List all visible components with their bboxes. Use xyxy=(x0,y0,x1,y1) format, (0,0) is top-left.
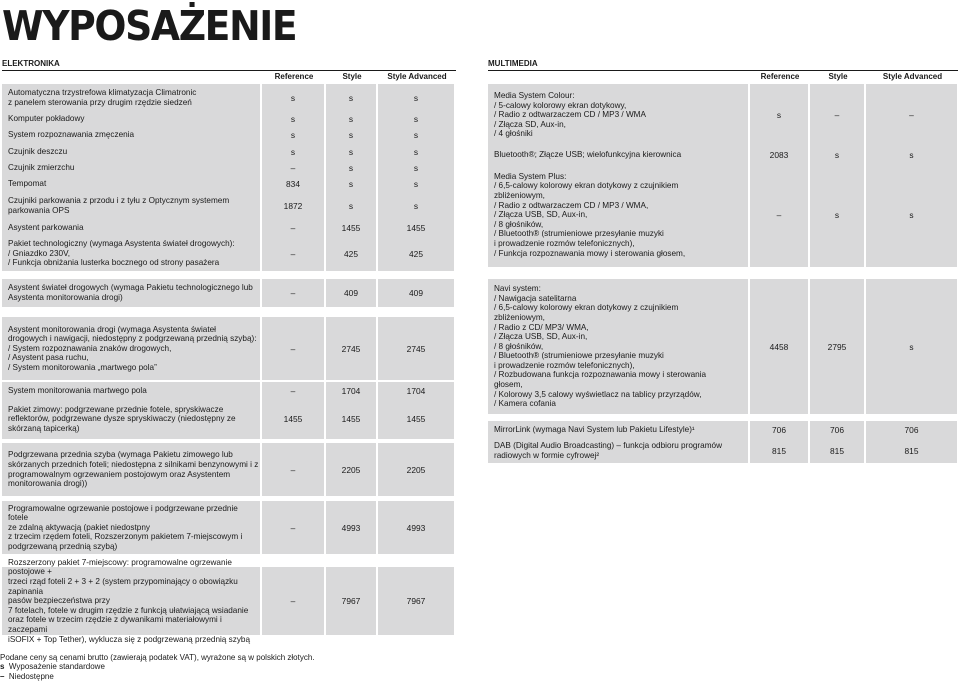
row-label: Rozszerzony pakiet 7-miejscowy: programowalne ogrzewanie postojowe + trzeci rząd foteli 2 + 3 + 2 (system przypominający o obowiązku zapinania pasów bezpieczeństwa przy 7 fotelach, fotele w drugim rzędzie z funkcją ułatwiającą wsiadanie oraz fotele w trzecim rzędzie z dywanikami materiałowymi i zaczepami iSOFIX + Top Tether), wyklucza się z podgrzewaną przednią szybą xyxy=(2,567,262,635)
cell-value: – xyxy=(810,84,866,146)
cell-value: 425 xyxy=(378,236,456,271)
left-header-style: Style xyxy=(342,72,362,81)
cell-value: – xyxy=(262,567,326,635)
cell-value: 1704 xyxy=(378,382,456,399)
cell-value: s xyxy=(262,111,326,127)
section-title-multimedia: MULTIMEDIA xyxy=(488,59,958,71)
right-header-reference: Reference xyxy=(760,72,800,81)
table-row xyxy=(2,279,456,307)
cell-value: s xyxy=(378,176,456,192)
row-label: Media System Plus: / 6,5-calowy kolorowy ekran dotykowy z czujnikiem zbliżeniowym, / Radio z odtwarzaczem CD / MP3 / WMA, / Złącza USB, SD, Aux-in, / 8 głośników, / Bluetooth® (strumieniowe przesyłanie muzyki i prowadzenie rozmów telefonicznych), / Funkcja rozpoznawania mowy i sterowania głosem, xyxy=(488,163,750,267)
table-row xyxy=(488,421,959,438)
cell-value: 706 xyxy=(810,421,866,438)
cell-value: – xyxy=(866,84,959,146)
cell-value: 2745 xyxy=(378,317,456,380)
row-label: Czujnik deszczu xyxy=(2,143,262,160)
cell-value: – xyxy=(262,443,326,496)
table-row xyxy=(2,176,456,192)
row-label: Podgrzewana przednia szyba (wymaga Pakietu zimowego lub skórzanych przednich foteli; niedostępna z silnikami benzynowymi i z programowalnym ogrzewaniem postojowym oraz Asystentem monitorowania drogi)) xyxy=(2,443,262,496)
cell-value: s xyxy=(326,192,378,219)
cell-value: – xyxy=(262,219,326,236)
right-header-style-advanced: Style Advanced xyxy=(882,72,943,81)
cell-value: 4993 xyxy=(378,501,456,554)
cell-value: 425 xyxy=(326,236,378,271)
legend-standard xyxy=(0,662,315,671)
cell-value: 815 xyxy=(750,438,810,463)
cell-value: s xyxy=(326,160,378,176)
cell-value: 409 xyxy=(326,279,378,307)
right-header-style: Style xyxy=(828,72,848,81)
table-row xyxy=(2,143,456,160)
table-row xyxy=(488,84,959,146)
cell-value: 1872 xyxy=(262,192,326,219)
cell-value: 706 xyxy=(866,421,959,438)
cell-value: 1455 xyxy=(262,399,326,439)
cell-value: s xyxy=(866,163,959,267)
cell-value: s xyxy=(866,279,959,414)
table-row xyxy=(2,219,456,236)
cell-value: 4458 xyxy=(750,279,810,414)
cell-value: – xyxy=(262,382,326,399)
cell-value: s xyxy=(326,176,378,192)
cell-value: s xyxy=(326,127,378,143)
row-label: MirrorLink (wymaga Navi System lub Pakietu Lifestyle)¹ xyxy=(488,421,750,438)
table-row xyxy=(2,111,456,127)
row-label: Komputer pokładowy xyxy=(2,111,262,127)
table-row xyxy=(488,438,959,463)
cell-value: – xyxy=(262,317,326,380)
cell-value: 2745 xyxy=(326,317,378,380)
row-label: Czujniki parkowania z przodu i z tyłu z Optycznym systemem parkowania OPS xyxy=(2,192,262,219)
row-label: Navi system: / Nawigacja satelitarna / 6,5-calowy kolorowy ekran dotykowy z czujnikiem zbliżeniowym, / Radio z CD/ MP3/ WMA, / Złącza USB, SD, Aux-in, / 8 głośników, / Bluetooth® (strumieniowe przesyłanie muzyki i prowadzenie rozmów telefonicznych), / Rozbudowana funkcja rozpoznawania mowy i sterowania głosem, / Kolorowy 3,5 calowy wyświetlacz na tablicy przyrządów, / Kamera cofania xyxy=(488,279,750,414)
cell-value: s xyxy=(326,84,378,111)
cell-value: 1455 xyxy=(378,399,456,439)
cell-value: s xyxy=(326,143,378,160)
row-label: Tempomat xyxy=(2,176,262,192)
row-label: Pakiet technologiczny (wymaga Asystenta świateł drogowych): / Gniazdko 230V, / Funkcja obniżania lusterka bocznego od strony pasażera xyxy=(2,236,262,271)
table-row xyxy=(488,146,959,163)
cell-value: s xyxy=(378,111,456,127)
cell-value: – xyxy=(262,236,326,271)
cell-value: 815 xyxy=(866,438,959,463)
cell-value: s xyxy=(262,143,326,160)
cell-value: 4993 xyxy=(326,501,378,554)
row-label: Automatyczna trzystrefowa klimatyzacja Climatronic z panelem sterowania przy drugim rzędzie siedzeń xyxy=(2,84,262,111)
table-row xyxy=(2,557,456,644)
cell-value: s xyxy=(866,146,959,163)
cell-value: s xyxy=(378,160,456,176)
cell-value: s xyxy=(378,127,456,143)
cell-value: 1455 xyxy=(378,219,456,236)
table-row xyxy=(2,236,456,271)
row-label: System rozpoznawania zmęczenia xyxy=(2,127,262,143)
row-label: Programowalne ogrzewanie postojowe i podgrzewane przednie fotele ze zdalną aktywacją (pakiet niedostpny z trzecim rzędem foteli, Rozszerzonym pakietem 7-miejscowym i podgrzewaną przednią szybą) xyxy=(2,501,262,554)
legend-symbol: s xyxy=(0,662,5,672)
cell-value: 706 xyxy=(750,421,810,438)
table-row xyxy=(2,399,456,439)
row-label: System monitorowania martwego pola xyxy=(2,382,262,399)
footer xyxy=(0,653,315,681)
cell-value: – xyxy=(750,163,810,267)
table-row xyxy=(2,317,456,380)
cell-value: 1704 xyxy=(326,382,378,399)
cell-value: – xyxy=(262,279,326,307)
row-label: Bluetooth®; Złącze USB; wielofunkcyjna kierownica xyxy=(488,146,750,163)
row-label: Media System Colour: / 5-calowy kolorowy ekran dotykowy, / Radio z odtwarzaczem CD / MP3 / WMA / Złącza SD, Aux-in, / 4 głośniki xyxy=(488,84,750,146)
table-row xyxy=(488,163,959,267)
price-note: Podane ceny są cenami brutto (zawierają podatek VAT), wyrażone są w polskich złotych. xyxy=(0,653,315,662)
cell-value: 1455 xyxy=(326,219,378,236)
table-row xyxy=(2,84,456,111)
table-row xyxy=(2,501,456,554)
row-label: DAB (Digital Audio Broadcasting) – funkcja odbioru programów radiowych w formie cyfrowej² xyxy=(488,438,750,463)
cell-value: s xyxy=(810,163,866,267)
legend-text: Niedostępne xyxy=(8,671,54,681)
cell-value: 2083 xyxy=(750,146,810,163)
cell-value: s xyxy=(262,84,326,111)
cell-value: 7967 xyxy=(326,567,378,635)
left-header-reference: Reference xyxy=(274,72,314,81)
table-row xyxy=(488,279,959,414)
row-label: Asystent świateł drogowych (wymaga Pakietu technologicznego lub Asystenta monitorowania drogi) xyxy=(2,279,262,307)
row-label: Asystent parkowania xyxy=(2,219,262,236)
cell-value: s xyxy=(750,84,810,146)
cell-value: s xyxy=(810,146,866,163)
table-row xyxy=(2,192,456,219)
table-row xyxy=(2,382,456,399)
cell-value: s xyxy=(378,143,456,160)
row-label: Czujnik zmierzchu xyxy=(2,160,262,176)
cell-value: 1455 xyxy=(326,399,378,439)
cell-value: 2205 xyxy=(378,443,456,496)
cell-value: 409 xyxy=(378,279,456,307)
page-title: WYPOSAŻENIE xyxy=(2,2,297,50)
table-row xyxy=(2,443,456,496)
cell-value: – xyxy=(262,501,326,554)
table-row xyxy=(2,127,456,143)
legend-unavailable xyxy=(0,672,315,681)
row-label: Pakiet zimowy: podgrzewane przednie fotele, spryskiwacze reflektorów, podgrzewane dysze spryskiwaczy (niedostępny ze skórzaną tapicerką) xyxy=(2,399,262,439)
cell-value: 815 xyxy=(810,438,866,463)
cell-value: s xyxy=(378,192,456,219)
section-title-elektronika: ELEKTRONIKA xyxy=(2,59,456,71)
cell-value: s xyxy=(262,127,326,143)
cell-value: s xyxy=(378,84,456,111)
cell-value: s xyxy=(326,111,378,127)
row-label: Asystent monitorowania drogi (wymaga Asystenta świateł drogowych i nawigacji, niedostępny z podgrzewaną przednią szybą): / System rozpoznawania znaków drogowych, / Asystent pasa ruchu, / System monitorowania „martwego pola” xyxy=(2,317,262,380)
cell-value: 2205 xyxy=(326,443,378,496)
legend-text: Wyposażenie standardowe xyxy=(8,662,105,672)
legend-symbol: – xyxy=(0,671,5,681)
cell-value: 2795 xyxy=(810,279,866,414)
table-row xyxy=(2,160,456,176)
left-header-style-advanced: Style Advanced xyxy=(387,72,447,81)
cell-value: 7967 xyxy=(378,567,456,635)
cell-value: 834 xyxy=(262,176,326,192)
cell-value: – xyxy=(262,160,326,176)
